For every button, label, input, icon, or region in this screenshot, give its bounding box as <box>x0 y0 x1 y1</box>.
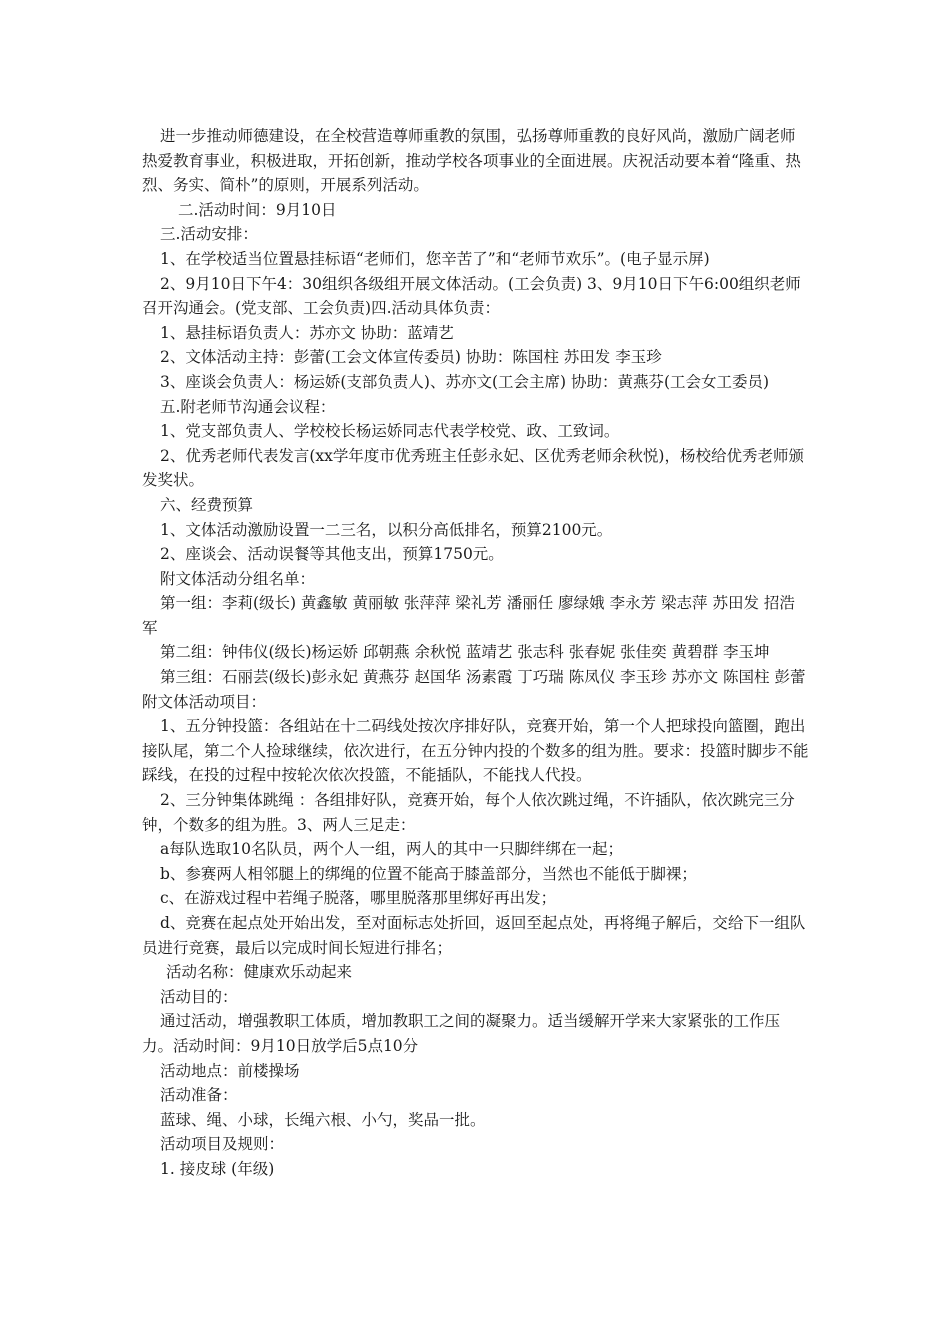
group-list-item: 第二组：钟伟仪(级长)杨运娇 邱朝燕 余秋悦 蓝靖艺 张志科 张春妮 张佳奕 黄碧群 李玉坤 <box>160 643 770 662</box>
group-list-item: 第三组：石丽芸(级长)彭永妃 黄燕芬 赵国华 汤素霞 丁巧瑞 陈凤仪 李玉珍 苏亦文 陈国柱 彭蕾 附文体活动项目： <box>142 668 806 711</box>
list-item: 3、座谈会负责人：杨运娇(支部负责人)、苏亦文(工会主席) 协助：黄燕芬(工会女工委员) <box>160 372 770 391</box>
list-item: 2、文体活动主持：彭蕾(工会文体宣传委员) 协助：陈国柱 苏田发 李玉珍 <box>160 348 662 367</box>
rule-item: d、竞赛在起点处开始出发，至对面标志处折回，返回至起点处，再将绳子解后，交给下一组队员进行竞赛，最后以完成时间长短进行排名； <box>142 914 806 957</box>
rule-item: a每队选取10名队员，两个人一组，两人的其中一只脚绊绑在一起； <box>160 840 623 859</box>
list-item: 1、党支部负责人、学校校长杨运娇同志代表学校党、政、工致词。 <box>160 422 620 441</box>
list-item: 1. 接皮球 (年级) <box>160 1159 275 1178</box>
section-heading-agenda: 五.附老师节沟通会议程： <box>160 397 336 416</box>
list-item: 2、座谈会、活动误餐等其他支出，预算1750元。 <box>160 545 504 564</box>
activity-rules-heading: 活动项目及规则： <box>160 1135 285 1154</box>
activity-name: 活动名称：健康欢乐动起来 <box>166 963 353 982</box>
activity-preparation-heading: 活动准备： <box>160 1086 238 1105</box>
document-body <box>142 124 810 1182</box>
list-item: 1、在学校适当位置悬挂标语“老师们，您辛苦了”和“老师节欢乐”。(电子显示屏) <box>160 249 710 268</box>
list-item: 1、文体活动激励设置一二三名，以积分高低排名，预算2100元。 <box>160 520 613 539</box>
list-item: 2、优秀老师代表发言(xx学年度市优秀班主任彭永妃、区优秀老师余秋悦)，杨校给优秀老师颁发奖状。 <box>142 446 804 490</box>
list-item: 1、五分钟投篮：各组站在十二码线处按次序排好队，竞赛开始，第一个人把球投向篮圈，跑出接队尾，第二个人捡球继续，依次进行，在五分钟内投的个数多的组为胜。要求：投篮时脚步不能踩线，在投的过程中按轮次依次投篮，不能插队，不能找人代投。 <box>142 717 809 785</box>
list-item: 2、9月10日下午4：30组织各级组开展文体活动。(工会负责) 3、9月10日下午6:00组织老师召开沟通会。(党支部、工会负责)四.活动具体负责： <box>142 274 801 318</box>
section-heading-budget: 六、经费预算 <box>160 495 254 514</box>
paragraph: 进一步推动师德建设，在全校营造尊师重教的氛围，弘扬尊师重教的良好风尚，激励广阔老师热爱教育事业，积极进取，开拓创新，推动学校各项事业的全面进展。庆祝活动要本着“隆重、热烈、务实、简朴”的原则，开展系列活动。 <box>142 127 801 195</box>
group-list-item: 第一组：李莉(级长) 黄鑫敏 黄丽敏 张萍萍 梁礼芳 潘丽任 廖绿娥 李永芳 梁志萍 苏田发 招浩军 <box>142 594 795 637</box>
activity-location: 活动地点：前楼操场 <box>160 1061 300 1080</box>
rule-item: c、在游戏过程中若绳子脱落，哪里脱落那里绑好再出发； <box>160 889 557 908</box>
section-heading-groups: 附文体活动分组名单： <box>160 569 316 588</box>
activity-purpose-heading: 活动目的： <box>160 987 238 1006</box>
list-item: 1、悬挂标语负责人：苏亦文 协助：蓝靖艺 <box>160 323 454 342</box>
list-item: 2、三分钟集体跳绳 ：各组排好队，竞赛开始，每个人依次跳过绳，不许插队，依次跳完三分钟，个数多的组为胜。3、两人三足走： <box>142 791 795 834</box>
paragraph: 蓝球、绳、小球，长绳六根、小勺，奖品一批。 <box>160 1110 486 1129</box>
section-heading-activity-arrangement: 三.活动安排： <box>160 225 258 244</box>
rule-item: b、参赛两人相邻腿上的绑绳的位置不能高于膝盖部分，当然也不能低于脚裸； <box>160 864 697 883</box>
paragraph: 通过活动，增强教职工体质，增加教职工之间的凝聚力。适当缓解开学来大家紧张的工作压力。活动时间：9月10日放学后5点10分 <box>142 1012 781 1055</box>
section-heading-activity-time: 二.活动时间：9月10日 <box>178 200 337 219</box>
